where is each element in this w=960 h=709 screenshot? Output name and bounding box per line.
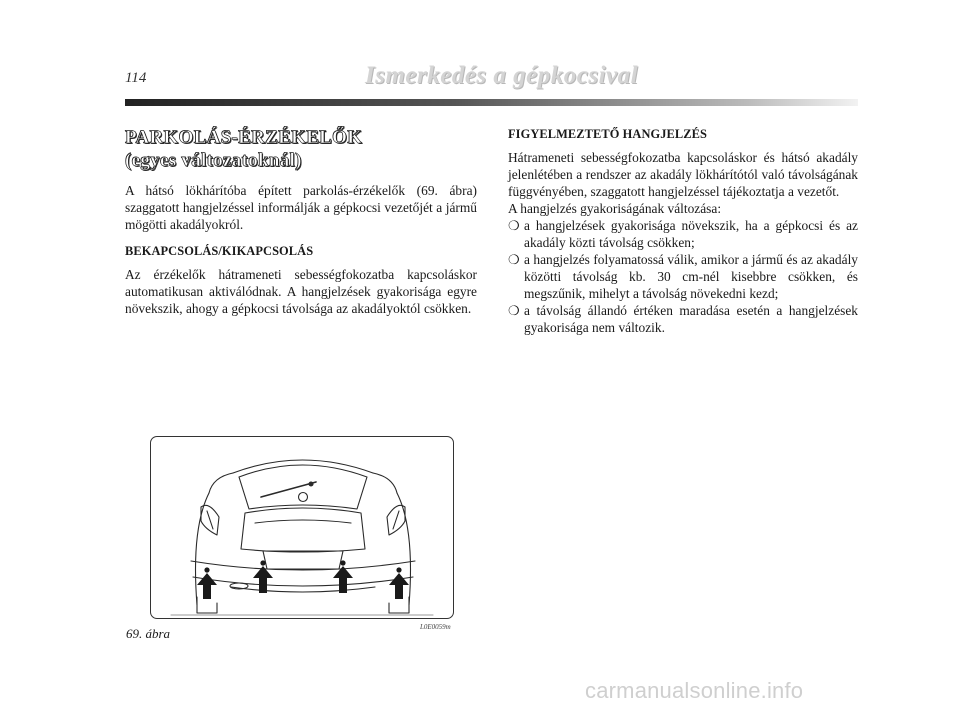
frequency-list (508, 217, 858, 336)
figure-frame (150, 436, 454, 619)
watermark: carmanualsonline.info (585, 678, 804, 703)
warning-paragraph: Hátrameneti sebességfokozatba kapcsoláskor és hátsó akadály jelenlétében a rendszer az akadály lökhárítótól való távolságának függvényében, szaggatott hangjelzéssel tájékoztatja a vezetőt. (508, 150, 858, 199)
figure-caption: 69. ábra (126, 626, 171, 641)
chapter-title: Ismerkedés a gépkocsival (365, 62, 639, 89)
list-item (508, 302, 858, 336)
section-title-line1: PARKOLÁS-ÉRZÉKELŐK (125, 127, 363, 148)
circle-bullet-icon: ❍ (508, 252, 520, 267)
page-number: 114 (125, 70, 147, 86)
car-rear-illustration (151, 437, 453, 618)
list-item-text: a távolság állandó értéken maradása esetén a hangjelzések gyakorisága nem változik. (524, 303, 858, 335)
activation-subheading: BEKAPCSOLÁS/KIKAPCSOLÁS (125, 244, 314, 258)
left-column (125, 126, 477, 317)
list-item-text: a hangjelzés folyamatossá válik, amikor a jármű és az akadály közötti távolság kb. 30 cm-nél kisebbre csökken, és megszűnik, mihelyt a távolság növekedni kezd; (524, 252, 858, 301)
section-title (125, 126, 477, 172)
circle-bullet-icon: ❍ (508, 218, 520, 233)
activation-paragraph: Az érzékelők hátrameneti sebességfokozatba kapcsoláskor automatikusan aktiválódnak. A hangjelzések gyakorisága egyre növekszik, ahogy a gépkocsi távolsága az akadályoktól csökken. (125, 267, 477, 316)
list-item (508, 251, 858, 302)
right-column (508, 126, 858, 336)
section-title-line2: (egyes változatoknál) (125, 150, 302, 171)
header-rule (125, 99, 858, 106)
list-item (508, 217, 858, 251)
warning-subheading: FIGYELMEZTETŐ HANGJELZÉS (508, 127, 707, 141)
list-item-text: a hangjelzések gyakorisága növekszik, ha a gépkocsi és az akadály közti távolság csökken; (524, 218, 858, 250)
circle-bullet-icon: ❍ (508, 303, 520, 318)
figure-code: L0E0059m (420, 623, 451, 631)
frequency-lead: A hangjelzés gyakoriságának változása: (508, 201, 722, 216)
intro-paragraph: A hátsó lökhárítóba épített parkolás-érzékelők (69. ábra) szaggatott hangjelzéssel informálják a gépkocsi vezetőjét a jármű mögötti akadályokról. (125, 183, 477, 232)
